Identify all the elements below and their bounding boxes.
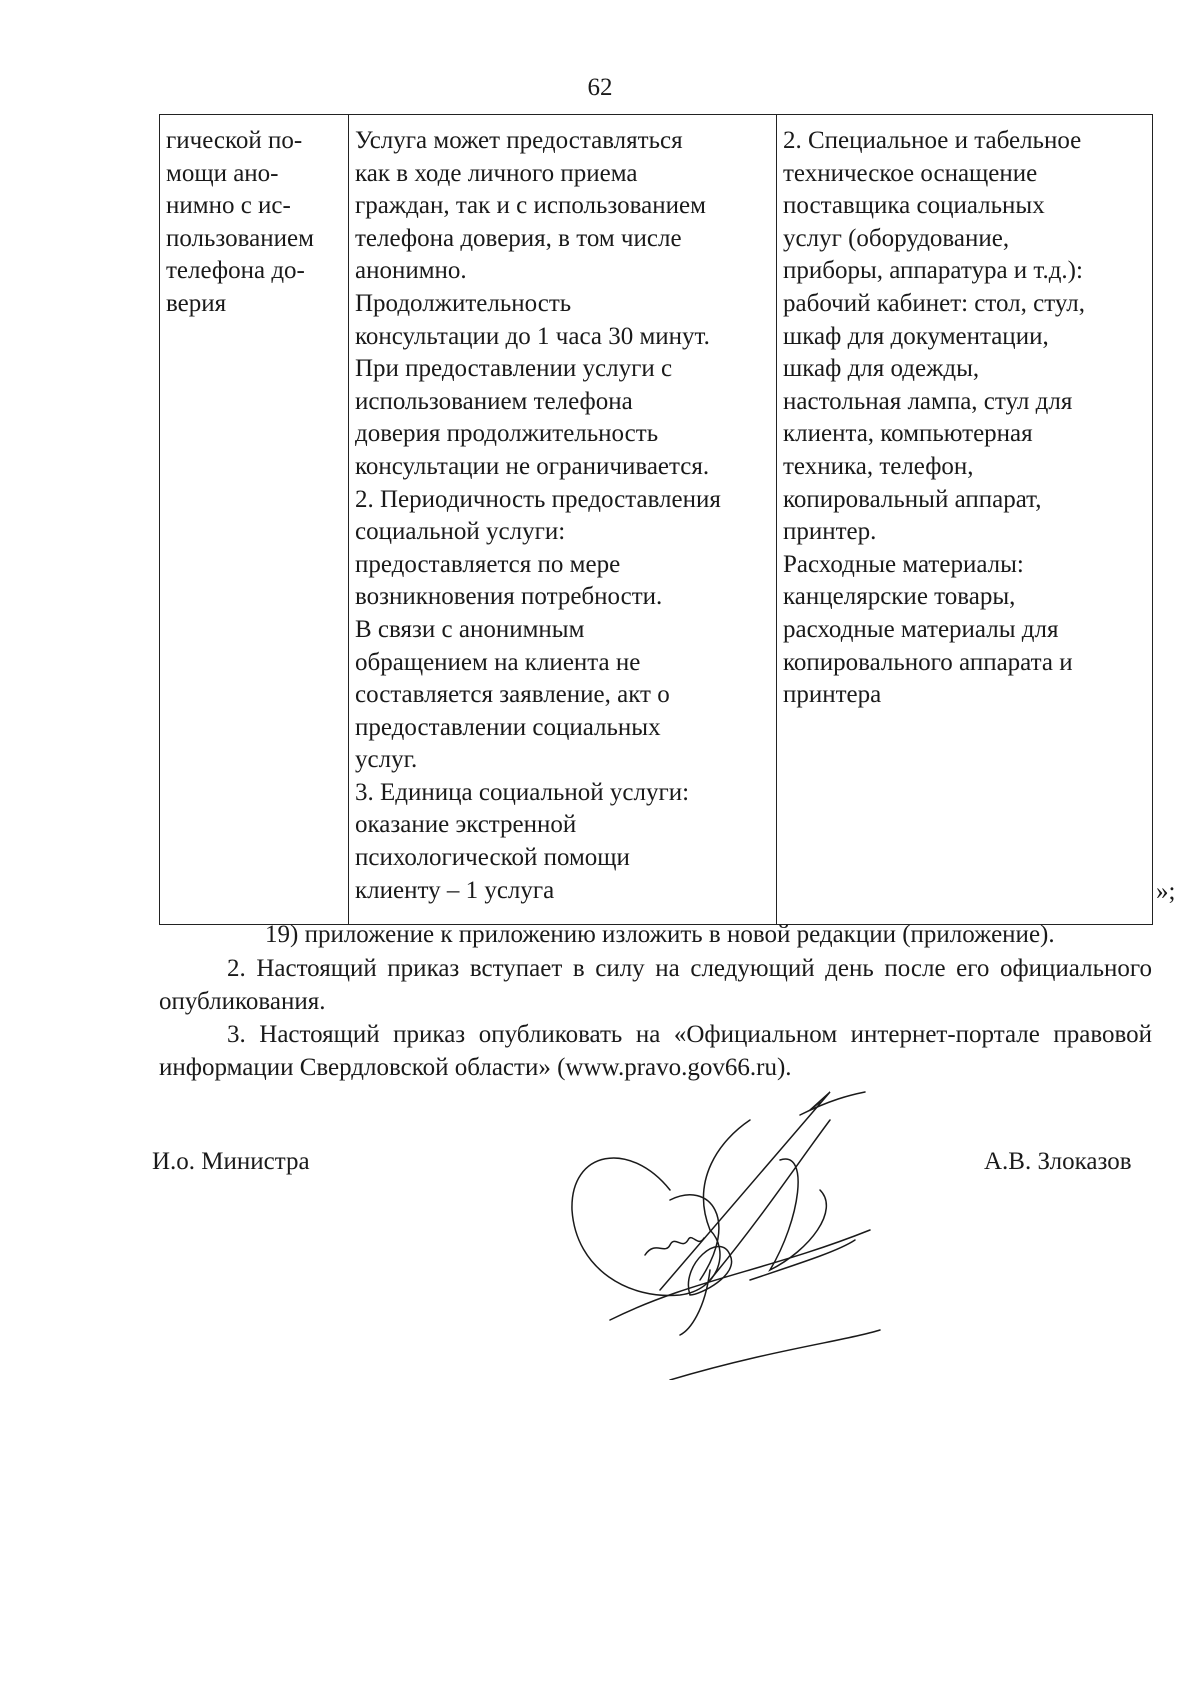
table-cell-line: В связи с анонимным [355,615,585,643]
table-row [160,115,1153,925]
table-cell-line: составляется заявление, акт о [355,681,670,709]
table-cell-line: консультации до 1 часа 30 минут. [355,322,710,350]
table-cell-equipment [777,115,1153,925]
table-cell-line: клиента, компьютерная [783,420,1033,448]
signatory-role: И.о. Министра [152,1148,310,1175]
paragraph-19: 19) приложение к приложению изложить в новой редакции (приложение). [265,921,1055,948]
table-cell-line: как в ходе личного приема [355,159,638,187]
table-cell-service-name [160,115,349,925]
table-cell-line: расходные материалы для [783,615,1059,643]
table-cell-line: техническое оснащение [783,159,1038,187]
table-cell-line: приборы, аппаратура и т.д.): [783,257,1083,285]
handwritten-signature [570,1080,900,1380]
table-cell-line: канцелярские товары, [783,583,1016,611]
page-number: 62 [587,74,613,101]
table-cell-line: шкаф для документации, [783,322,1049,350]
table-cell-line: техника, телефон, [783,452,974,480]
table-cell-line: психологической помощи [355,844,630,872]
table-cell-line: услуг (оборудование, [783,224,1010,252]
table-cell-line: социальной услуги: [355,518,566,546]
table-cell-line: Услуга может предоставляться [355,127,683,154]
table-cell-line: принтер. [783,518,877,546]
table-cell-line: 3. Единица социальной услуги: [355,778,690,806]
table-cell-line: телефона доверия, в том числе [355,224,682,252]
table-cell-line: нимно с ис- [166,192,291,220]
table-cell-line: оказание экстренной [355,811,577,839]
table-cell-line: копировальный аппарат, [783,485,1042,513]
services-table [159,114,1153,925]
table-cell-line: копировального аппарата и [783,648,1073,676]
table-cell-line: мощи ано- [166,159,279,187]
paragraph-3: 3. Настоящий приказ опубликовать на «Официальном интернет-портале правовой информации Свердловской области» (www.pravo.gov66.ru). [159,1021,1152,1081]
table-cell-line: анонимно. [355,257,467,285]
table-cell-line: Расходные материалы: [783,550,1024,578]
table-cell-line: 2. Периодичность предоставления [355,485,721,513]
table-cell-line: телефона до- [166,257,305,285]
table-cell-line: 2. Специальное и табельное [783,127,1082,154]
table-cell-line: граждан, так и с использованием [355,192,706,220]
table-cell-line: консультации не ограничивается. [355,452,710,480]
table-cell-line: рабочий кабинет: стол, стул, [783,289,1085,317]
table-cell-line: возникновения потребности. [355,583,663,611]
table-cell-service-description [349,115,777,925]
signatory-name: А.В. Злоказов [984,1148,1132,1175]
table-cell-line: шкаф для одежды, [783,355,980,383]
table-cell-line: верия [166,289,227,317]
paragraph-2: 2. Настоящий приказ вступает в силу на следующий день после его официального опубликования. [159,955,1152,1015]
closing-quote: »; [1156,878,1176,905]
table-cell-line: поставщика социальных [783,192,1045,220]
table-cell-line: принтера [783,681,882,709]
table-cell-line: пользованием [166,224,314,252]
table-cell-line: Продолжительность [355,289,572,317]
table-cell-line: клиенту – 1 услуга [355,876,555,904]
table-cell-line: При предоставлении услуги с [355,355,673,383]
table-cell-line: обращением на клиента не [355,648,641,676]
table-cell-line: настольная лампа, стул для [783,387,1073,415]
table-cell-line: гической по- [166,127,303,154]
table-cell-line: предоставлении социальных [355,713,661,741]
table-cell-line: доверия продолжительность [355,420,659,448]
table-cell-line: использованием телефона [355,387,633,415]
table-cell-line: предоставляется по мере [355,550,621,578]
table-cell-line: услуг. [355,746,418,774]
